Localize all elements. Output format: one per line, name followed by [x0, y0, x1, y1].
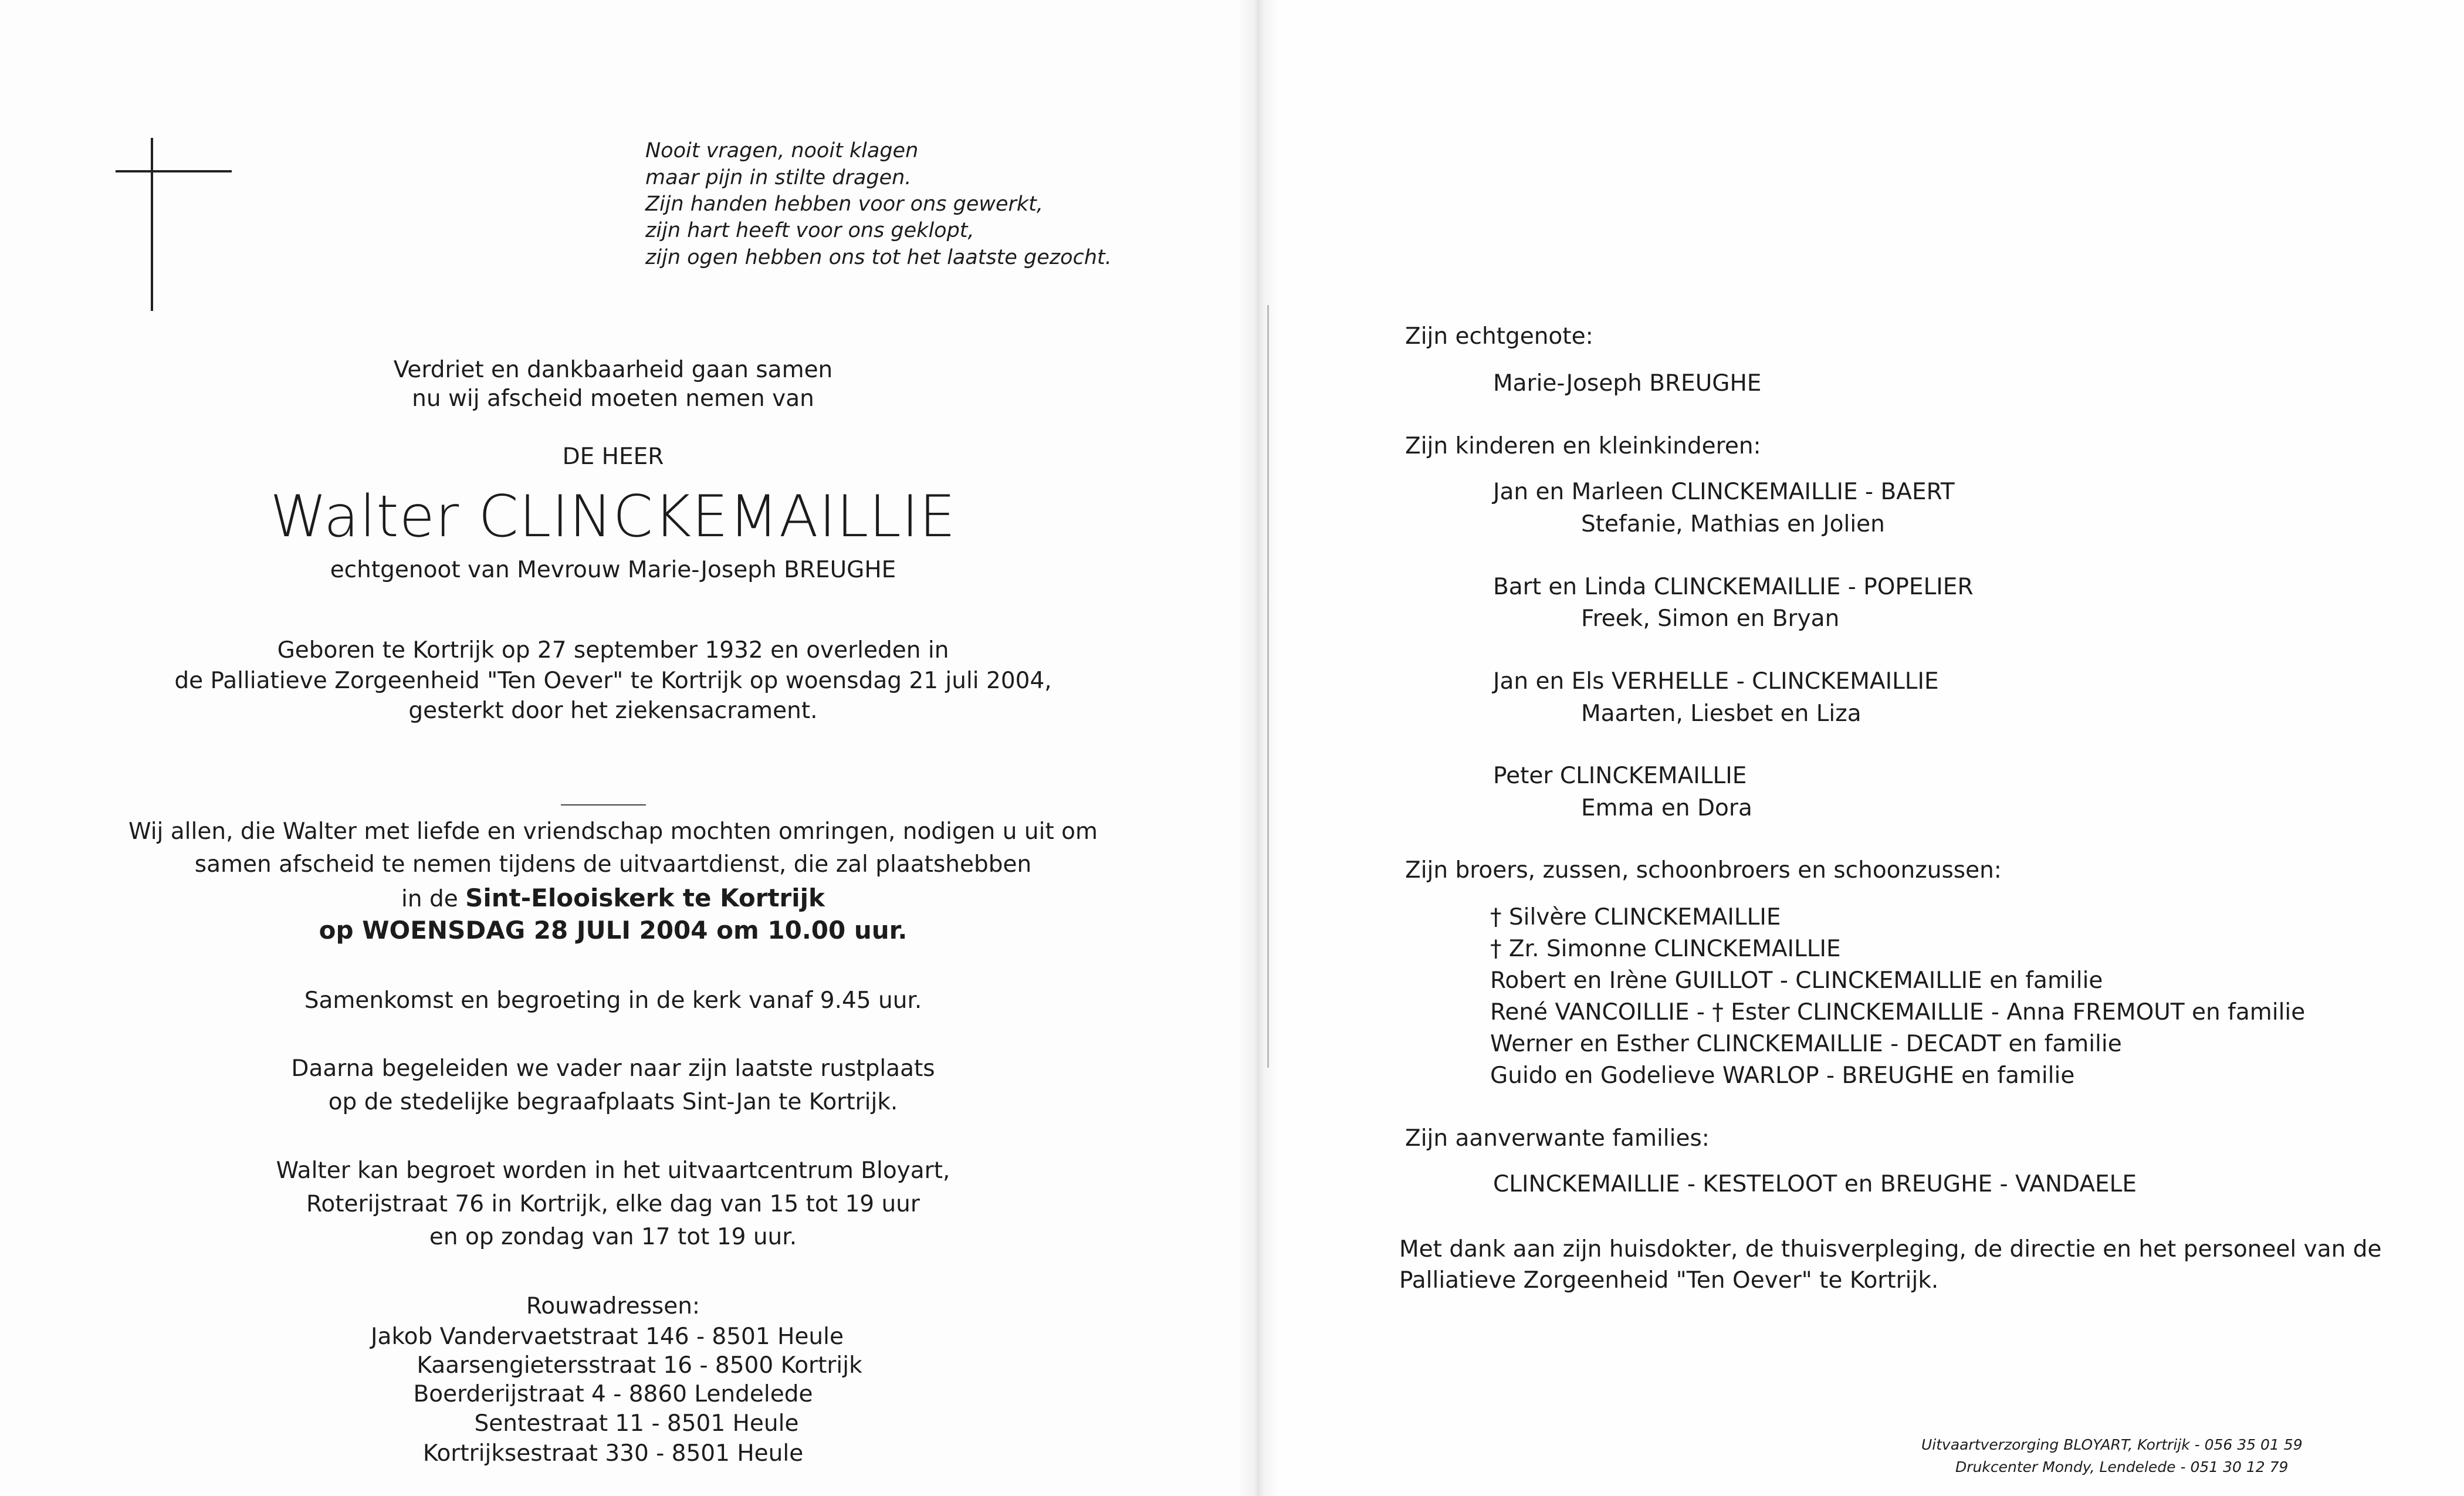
child-family: Peter CLINCKEMAILLIE [1493, 763, 1747, 789]
fold-crease [1267, 305, 1269, 1068]
printer-line: Drukcenter Mondy, Lendelede - 051 30 12 79 [1955, 1458, 2289, 1475]
invitation-line: Wij allen, die Walter met liefde en vriendschap mochten omringen, nodigen u uit om [128, 818, 1098, 845]
spouse-line: echtgenoot van Mevrouw Marie-Joseph BREUGHE [330, 557, 896, 583]
sibling-line: Werner en Esther CLINCKEMAILLIE - DECADT en familie [1490, 1031, 2122, 1057]
birth-death-line: Geboren te Kortrijk op 27 september 1932 en overleden in [277, 637, 949, 664]
child-family: Jan en Els VERHELLE - CLINCKEMAILLIE [1493, 668, 1939, 695]
poem-line: zijn hart heeft voor ons geklopt, [645, 219, 974, 242]
spouse-name: Marie-Joseph BREUGHE [1493, 370, 1762, 397]
poem-line: maar pijn in stilte dragen. [645, 166, 912, 189]
related-heading: Zijn aanverwante families: [1405, 1125, 1710, 1152]
child-family: Jan en Marleen CLINCKEMAILLIE - BAERT [1493, 479, 1955, 505]
thanks-line: Met dank aan zijn huisdokter, de thuisverpleging, de directie en het personeel van de [1399, 1236, 2382, 1263]
birth-death-line: de Palliatieve Zorgeenheid "Ten Oever" te Kortrijk op woensdag 21 juli 2004, [174, 668, 1052, 694]
invitation-line: samen afscheid te nemen tijdens de uitvaartdienst, die zal plaatshebben [194, 851, 1032, 878]
related-families: CLINCKEMAILLIE - KESTELOOT en BREUGHE - VANDAELE [1493, 1171, 2137, 1197]
separator [561, 804, 646, 805]
address-line: Jakob Vandervaetstraat 146 - 8501 Heule [371, 1324, 844, 1350]
siblings-heading: Zijn broers, zussen, schoonbroers en schoonzussen: [1405, 857, 2002, 884]
sibling-line: † Silvère CLINCKEMAILLIE [1490, 904, 1781, 930]
burial-line: op de stedelijke begraafplaats Sint-Jan te Kortrijk. [328, 1089, 898, 1115]
grandchildren: Stefanie, Mathias en Jolien [1581, 511, 1885, 537]
honorific: DE HEER [562, 444, 664, 470]
grandchildren: Emma en Dora [1581, 795, 1752, 821]
child-family: Bart en Linda CLINCKEMAILLIE - POPELIER [1493, 574, 1974, 600]
cross-icon [151, 138, 153, 311]
grandchildren: Freek, Simon en Bryan [1581, 605, 1840, 632]
spouse-heading: Zijn echtgenote: [1405, 323, 1593, 350]
address-line: Sentestraat 11 - 8501 Heule [474, 1410, 799, 1437]
poem-line: Zijn handen hebben voor ons gewerkt, [645, 192, 1044, 216]
printer-line: Uitvaartverzorging BLOYART, Kortrijk - 056 35 01 59 [1921, 1436, 2303, 1453]
cross-icon-bar [116, 170, 232, 172]
sibling-line: Guido en Godelieve WARLOP - BREUGHE en familie [1490, 1062, 2075, 1089]
addresses-title: Rouwadressen: [526, 1293, 700, 1319]
gathering-line: Samenkomst en begroeting in de kerk vanaf 9.45 uur. [304, 987, 922, 1014]
thanks-line: Palliatieve Zorgeenheid "Ten Oever" te Kortrijk. [1399, 1267, 1939, 1294]
page-fold [1238, 0, 1279, 1496]
address-line: Boerderijstraat 4 - 8860 Lendelede [413, 1381, 813, 1407]
address-line: Kaarsengietersstraat 16 - 8500 Kortrijk [417, 1352, 862, 1379]
visitation-line: en op zondag van 17 tot 19 uur. [429, 1224, 797, 1250]
poem-line: zijn ogen hebben ons tot het laatste gezocht. [645, 246, 1112, 269]
burial-line: Daarna begeleiden we vader naar zijn laatste rustplaats [291, 1055, 935, 1082]
service-datetime: op WOENSDAG 28 JULI 2004 om 10.00 uur. [319, 916, 908, 945]
sibling-line: † Zr. Simonne CLINCKEMAILLIE [1490, 936, 1841, 962]
poem-line: Nooit vragen, nooit klagen [645, 139, 919, 163]
sibling-line: René VANCOILLIE - † Ester CLINCKEMAILLIE - Anna FREMOUT en familie [1490, 999, 2306, 1025]
children-heading: Zijn kinderen en kleinkinderen: [1405, 433, 1761, 459]
deceased-name: Walter CLINCKEMAILLIE [270, 483, 956, 550]
church-name: Sint-Elooiskerk te Kortrijk [465, 884, 825, 912]
intro-line: nu wij afscheid moeten nemen van [412, 385, 814, 412]
visitation-line: Roterijstraat 76 in Kortrijk, elke dag van 15 tot 19 uur [306, 1191, 920, 1217]
church-line: in de Sint-Elooiskerk te Kortrijk [401, 884, 825, 912]
sibling-line: Robert en Irène GUILLOT - CLINCKEMAILLIE en familie [1490, 967, 2103, 994]
address-line: Kortrijksestraat 330 - 8501 Heule [422, 1440, 804, 1467]
birth-death-line: gesterkt door het ziekensacrament. [408, 698, 818, 724]
visitation-line: Walter kan begroet worden in het uitvaartcentrum Bloyart, [276, 1157, 950, 1184]
intro-line: Verdriet en dankbaarheid gaan samen [393, 357, 833, 383]
grandchildren: Maarten, Liesbet en Liza [1581, 700, 1861, 727]
